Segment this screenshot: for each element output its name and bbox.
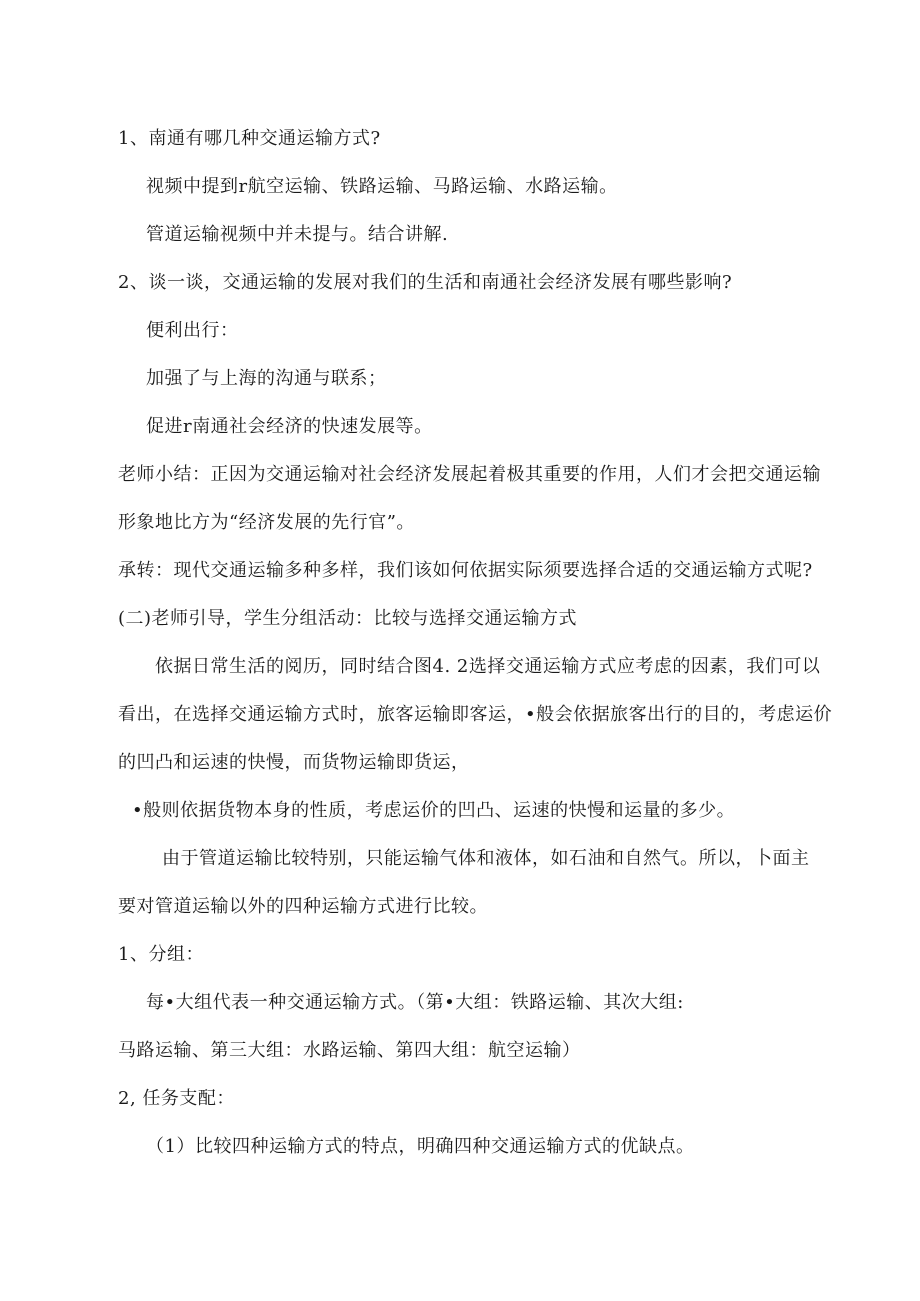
- section-heading: (二)老师引导，学生分组活动：比较与选择交通运输方式: [118, 608, 578, 629]
- answer-2-line-3: 促进r南通社会经济的快速发展等。: [146, 416, 433, 437]
- question-1: 1、南通有哪几种交通运输方式?: [118, 128, 381, 149]
- answer-1-line-2: 管道运输视频中并未提与。结合讲解.: [146, 224, 449, 245]
- paragraph-line-2: 看出，在选择交通运输方式时，旅客运输即客运，•般会依据旅客出行的目的，考虑运价: [118, 704, 833, 725]
- pipeline-line-2: 要对管道运输以外的四种运输方式进行比较。: [118, 896, 488, 917]
- transition-text: 承转：现代交通运输多种多样，我们该如何依据实际须要选择合适的交通运输方式呢?: [118, 560, 813, 581]
- grouping-line-1: 每•大组代表一种交通运输方式。（第•大组：铁路运输、其次大组:: [146, 992, 684, 1013]
- answer-2-line-2: 加强了与上海的沟通与联系；: [146, 368, 387, 389]
- question-2: 2、谈一谈，交通运输的发展对我们的生活和南通社会经济发展有哪些影响?: [118, 272, 733, 293]
- teacher-summary-line-1: 老师小结：正因为交通运输对社会经济发展起着极其重要的作用，人们才会把交通运输: [118, 464, 821, 485]
- grouping-heading: 1、分组：: [118, 944, 204, 965]
- task-heading: 2, 任务支配：: [118, 1088, 235, 1109]
- answer-2-line-1: 便利出行：: [146, 320, 239, 341]
- pipeline-line-1: 由于管道运输比较特别，只能运输气体和液体，如石油和自然气。所以，卜面主: [162, 848, 810, 869]
- paragraph-line-1: 依据日常生活的阅历，同时结合图4. 2选择交通运输方式应考虑的因素，我们可以: [155, 656, 821, 677]
- grouping-line-2: 马路运输、第三大组：水路运输、第四大组：航空运输）: [118, 1040, 581, 1061]
- task-item-1: （1）比较四种运输方式的特点，明确四种交通运输方式的优缺点。: [146, 1136, 695, 1157]
- answer-1-line-1: 视频中提到r航空运输、铁路运输、马路运输、水路运输。: [146, 176, 618, 197]
- paragraph-line-3: 的凹凸和运速的快慢，而货物运输即货运，: [118, 752, 470, 773]
- teacher-summary-line-2: 形象地比方为“经济发展的先行官”。: [118, 512, 415, 533]
- paragraph-line-4: •般则依据货物本身的性质，考虑运价的凹凸、运速的快慢和运量的多少。: [132, 800, 736, 821]
